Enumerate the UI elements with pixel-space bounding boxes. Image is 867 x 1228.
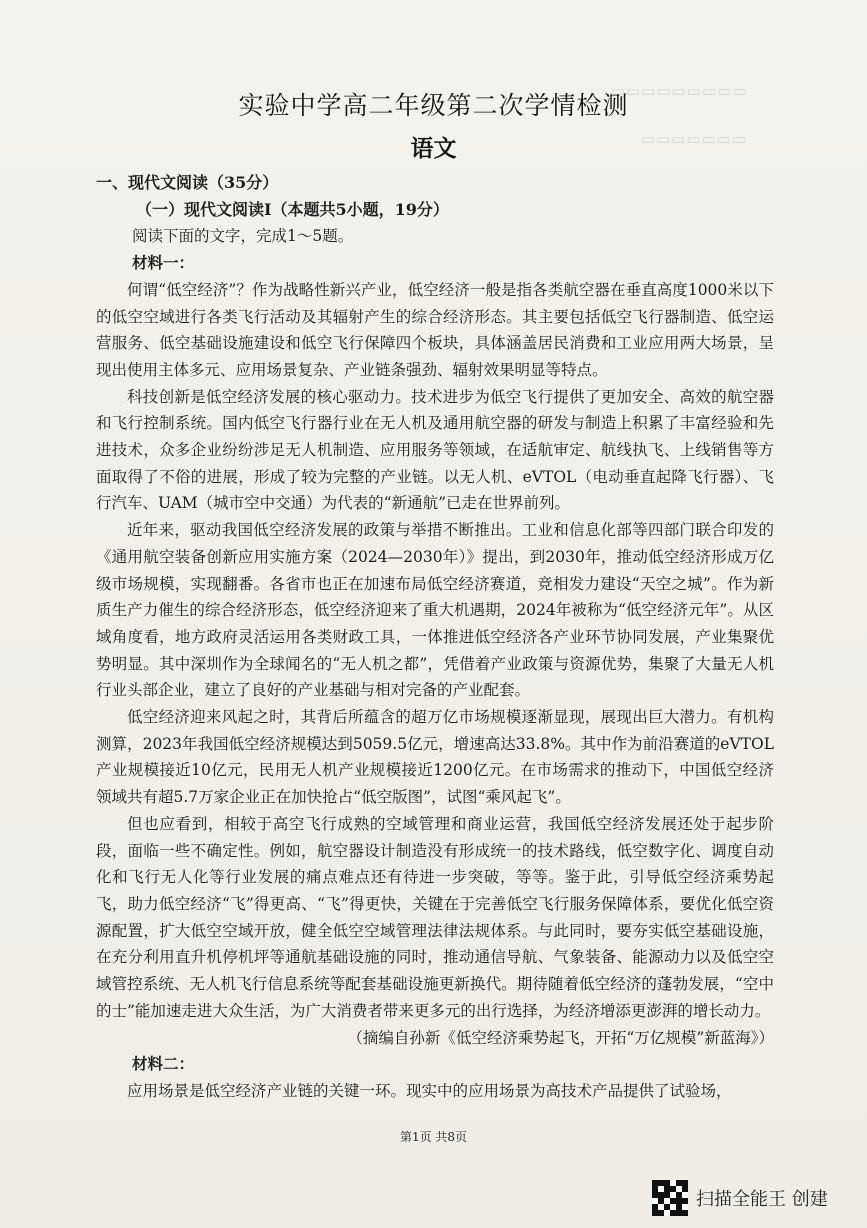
subsection-heading: （一）现代文阅读Ⅰ（本题共5小题，19分）	[136, 199, 449, 219]
show-through-decoration: ▭▭▭▭▭▭▭	[640, 130, 747, 148]
material-paragraph: 但也应看到，相较于高空飞行成熟的空域管理和商业运营，我国低空经济发展还处于起步阶段，面临一些不确定性。例如，航空器设计制造没有形成统一的技术路线，低空数字化、调度自动化和飞行无人化等行业发展的痛点难点还有待进一步突破，等等。鉴于此，引导低空经济乘势起飞，助力低空经济“飞”得更高、“飞”得更快，关键在于完善低空飞行服务保障体系，要优化低空资源配置，扩大低空空域开放，健全低空空域管理法律法规体系。与此同时，要夯实低空基础设施，在充分利用直升机停机坪等通航基础设施的同时，推动通信导航、气象装备、能源动力以及低空空域管控系统、无人机飞行信息系统等配套基础设施更新换代。期待随着低空经济的蓬勃发展，“空中的士”能加速走进大众生活，为广大消费者带来更多元的出行选择，为经济增添更澎湃的增长动力。	[96, 814, 774, 1020]
material-label: 材料一：	[132, 253, 195, 273]
instruction-text: 阅读下面的文字，完成1～5题。	[132, 227, 354, 246]
reading-section	[96, 170, 774, 1105]
qr-code-icon	[652, 1180, 688, 1216]
material-label: 材料二：	[132, 1054, 195, 1074]
material-paragraph: 应用场景是低空经济产业链的关键一环。现实中的应用场景为高技术产品提供了试验场，	[127, 1081, 732, 1100]
watermark-text: 扫描全能王 创建	[696, 1189, 828, 1210]
subject-title: 语文	[410, 135, 457, 162]
section-heading: 一、现代文阅读（35分）	[96, 173, 279, 192]
show-through-decoration: ▭▭▭▭▭▭▭▭▭	[610, 82, 747, 100]
material-paragraph: 科技创新是低空经济发展的核心驱动力。技术进步为低空飞行提供了更加安全、高效的航空器和飞行控制系统。国内低空飞行器行业在无人机及通用航空器的研发与制造上积累了丰富经验和先进技术，众多企业纷纷涉足无人机制造、应用服务等领域，在适航审定、航线执飞、上线销售等方面取得了不俗的进展，形成了较为完整的产业链。以无人机、eVTOL（电动垂直起降飞行器）、飞行汽车、UAM（城市空中交通）为代表的“新通航”已走在世界前列。	[96, 387, 774, 513]
page-title: 实验中学高二年级第二次学情检测	[238, 91, 629, 120]
scanner-watermark	[652, 1178, 828, 1218]
page-number: 第1页 共8页	[399, 1130, 468, 1144]
source-citation: （摘编自孙新《低空经济乘势起飞，开拓“万亿规模”新蓝海》）	[347, 1028, 774, 1047]
material-paragraph: 近年来，驱动我国低空经济发展的政策与举措不断推出。工业和信息化部等四部门联合印发的《通用航空装备创新应用实施方案（2024—2030年）》提出，到2030年，推动低空经济形成万亿级市场规模，实现翻番。各省市也正在加速布局低空经济赛道，竞相发力建设“天空之城”。作为新质生产力催生的综合经济形态，低空经济迎来了重大机遇期，2024年被称为“低空经济元年”。从区域角度看，地方政府灵活运用各类财政工具，一体推进低空经济各产业环节协同发展，产业集聚优势明显。其中深圳作为全球闻名的“无人机之都”，凭借着产业政策与资源优势，集聚了大量无人机行业头部企业，建立了良好的产业基础与相对完备的产业配套。	[96, 521, 774, 700]
material-paragraph: 何谓“低空经济”？作为战略性新兴产业，低空经济一般是指各类航空器在垂直高度1000米以下的低空空域进行各类飞行活动及其辐射产生的综合经济形态。其主要包括低空飞行器制造、低空运营服务、低空基础设施建设和低空飞行保障四个板块，具体涵盖居民消费和工业应用两大场景，呈现出使用主体多元、应用场景复杂、产业链条强劲、辐射效果明显等特点。	[96, 280, 774, 379]
material-paragraph: 低空经济迎来风起之时，其背后所蕴含的超万亿市场规模逐渐显现，展现出巨大潜力。有机构测算，2023年我国低空经济规模达到5059.5亿元，增速高达33.8%。其中作为前沿赛道的eVTOL产业规模接近10亿元，民用无人机产业规模接近1200亿元。在市场需求的推动下，中国低空经济领域共有超5.7万家企业正在加快抢占“低空版图”，试图“乘风起飞”。	[96, 708, 774, 807]
